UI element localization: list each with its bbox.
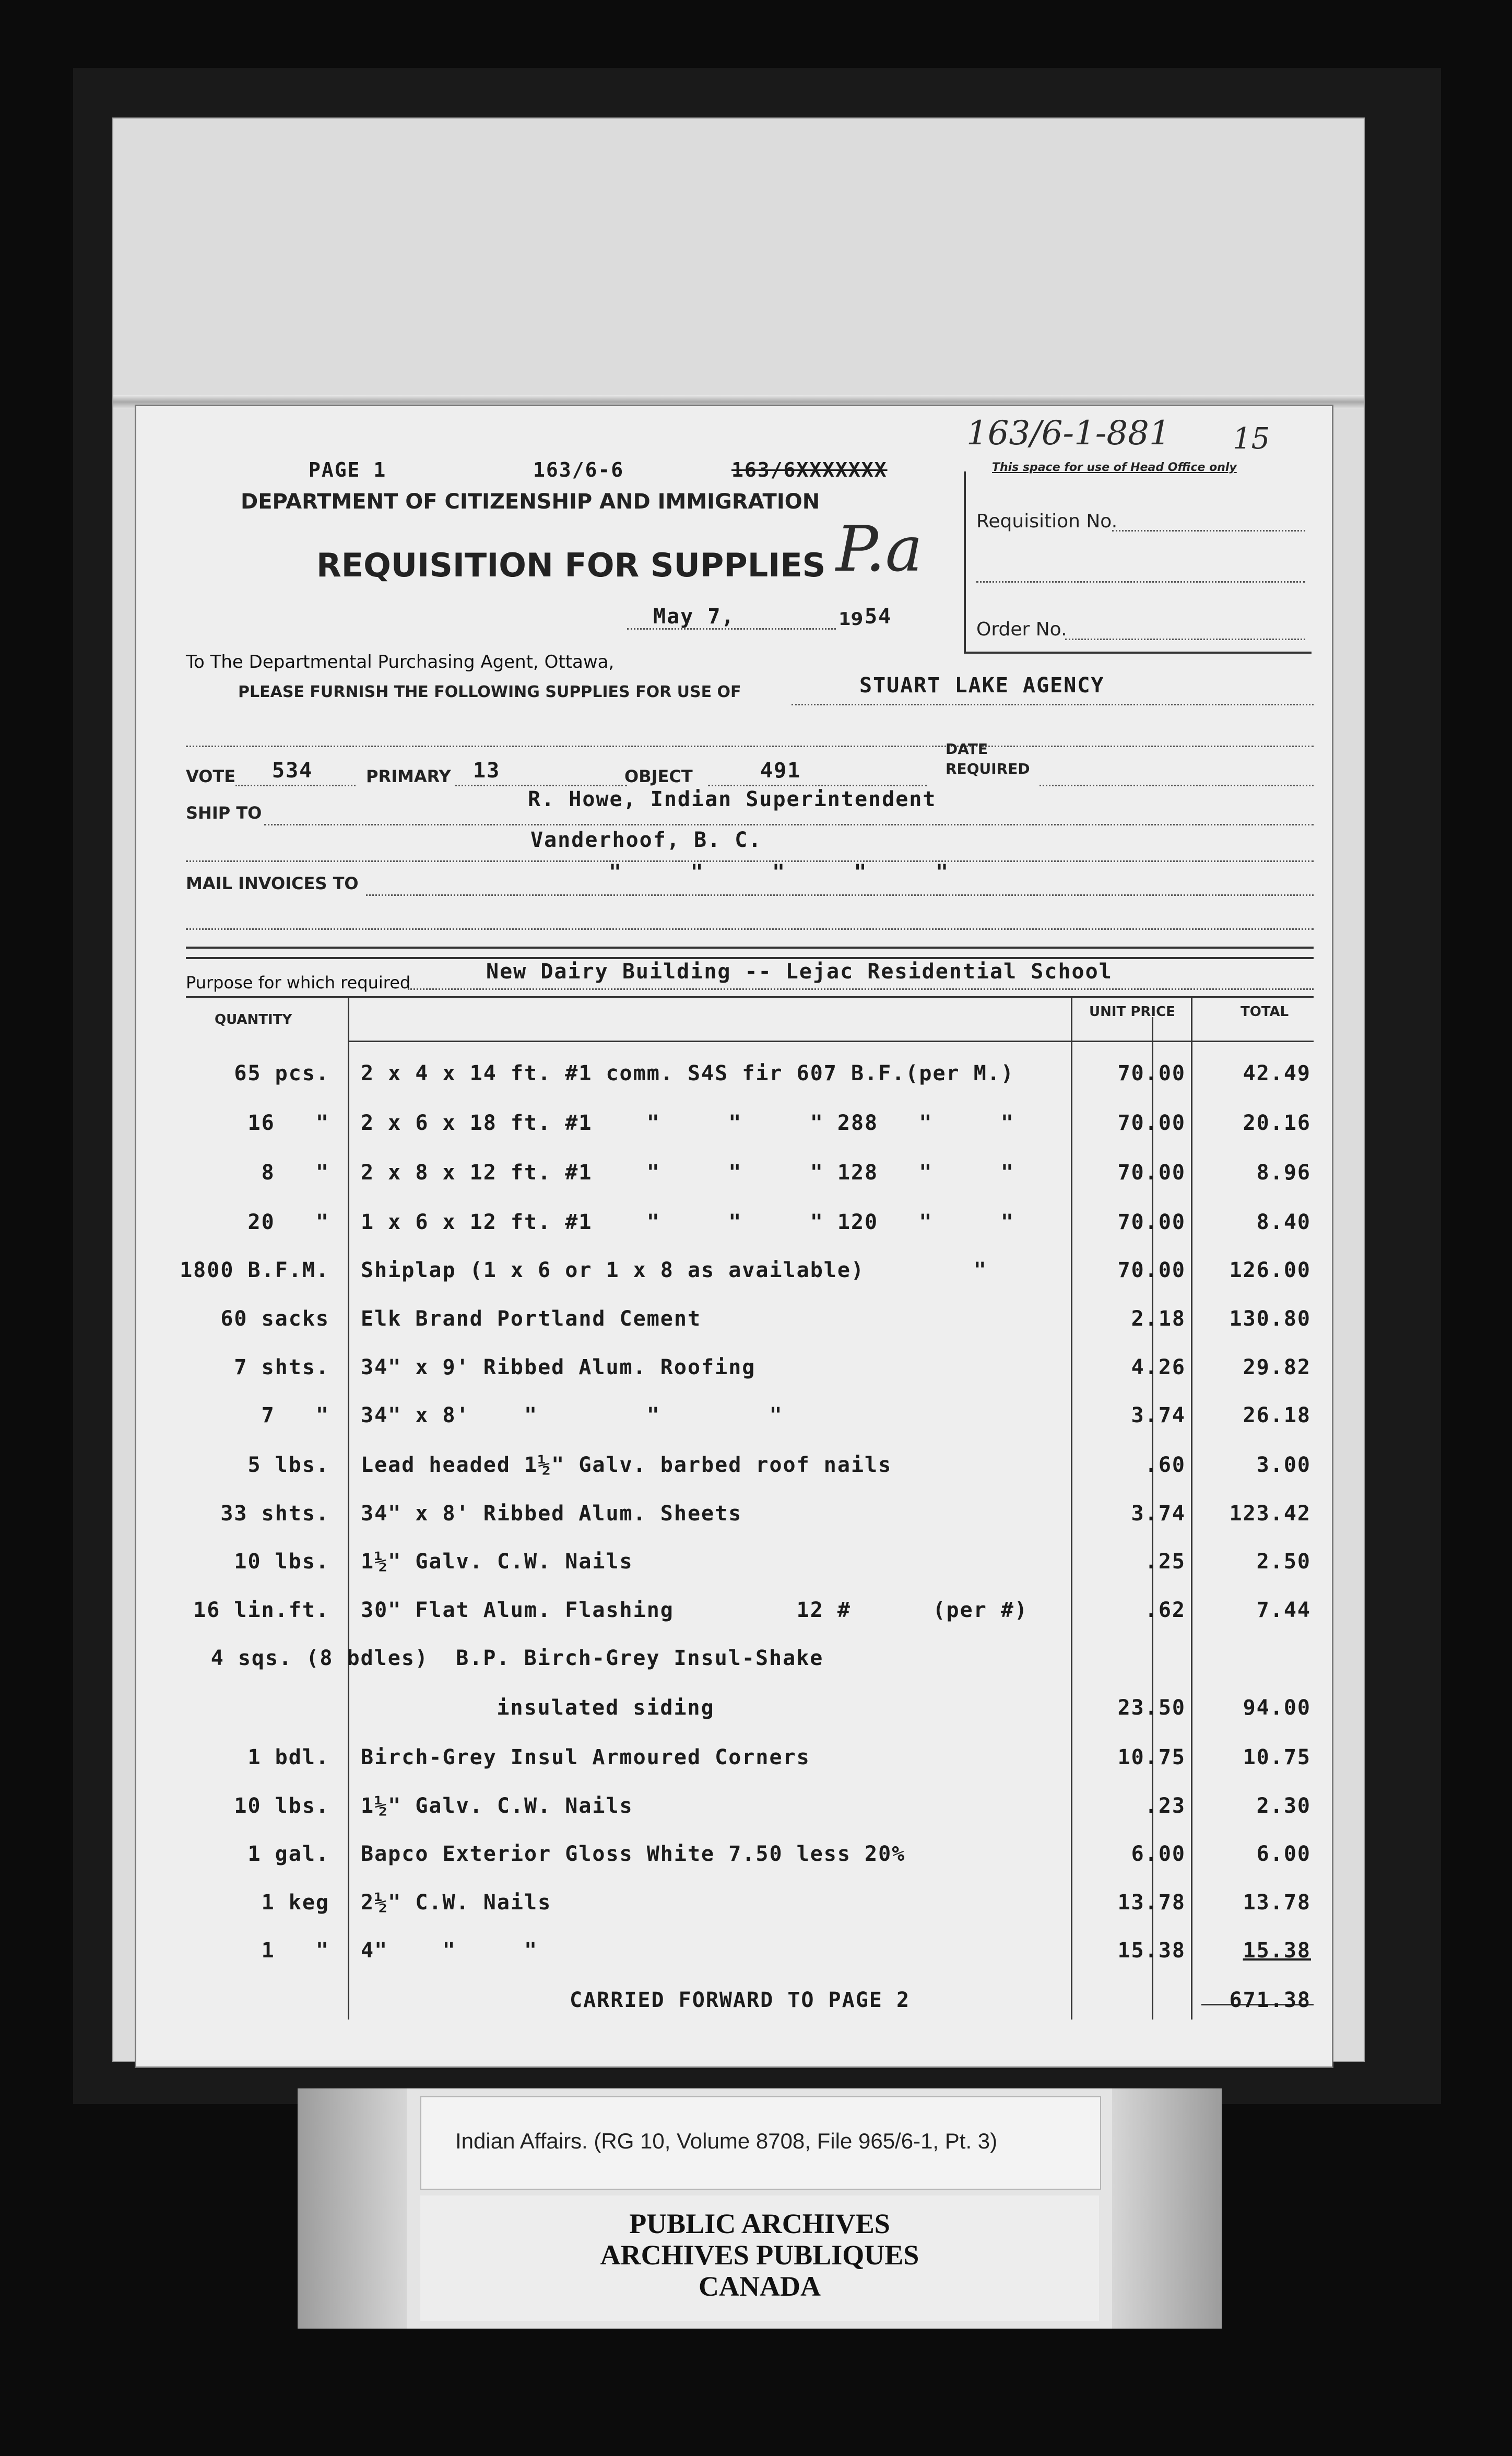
- item-unit-price: 70.00: [1117, 1210, 1186, 1234]
- ship-to-line-2: Vanderhoof, B. C.: [530, 828, 762, 852]
- archive-reference-box: [420, 2096, 1101, 2190]
- column-quantity: QUANTITY: [215, 1012, 292, 1028]
- vote-value: 534: [272, 759, 313, 783]
- item-unit-price: .60: [1144, 1453, 1186, 1477]
- archive-stamp: [420, 2195, 1099, 2321]
- item-total: 42.49: [1243, 1061, 1311, 1085]
- agency-name: STUART LAKE AGENCY: [859, 674, 1105, 698]
- archive-label: [298, 2088, 1222, 2329]
- item-total: 130.80: [1229, 1307, 1311, 1331]
- archive-line-1: PUBLIC ARCHIVES: [629, 2208, 890, 2239]
- item-quantity: 7 ": [261, 1403, 329, 1427]
- file-number: 163/6-6: [533, 458, 624, 481]
- item-total: 94.00: [1243, 1696, 1311, 1720]
- file-stamp: 163/6-1-881: [966, 414, 1171, 453]
- item-quantity: 7 shts.: [234, 1355, 329, 1379]
- item-quantity: 1 keg: [261, 1891, 329, 1915]
- carried-forward: CARRIED FORWARD TO PAGE 2: [570, 1988, 911, 2012]
- purpose-text: New Dairy Building -- Lejac Residential School: [486, 960, 1113, 984]
- item-unit-price: .23: [1144, 1794, 1186, 1818]
- item-description: 4" " ": [361, 1939, 538, 1963]
- item-quantity: 1 ": [261, 1939, 329, 1963]
- item-total: 3.00: [1256, 1453, 1311, 1477]
- file-stamp-suffix: 15: [1233, 422, 1270, 456]
- item-quantity: 1800 B.F.M.: [180, 1258, 329, 1282]
- item-quantity: 1 bdl.: [247, 1745, 329, 1769]
- item-unit-price: .25: [1144, 1550, 1186, 1574]
- struck-file-number: 163/6XXXXXXX: [731, 458, 888, 481]
- date-century: 19: [838, 609, 864, 630]
- primary-value: 13: [473, 759, 501, 783]
- item-description: Bapco Exterior Gloss White 7.50 less 20%: [361, 1842, 906, 1866]
- item-total: 2.30: [1256, 1794, 1311, 1818]
- label-edge-left: [298, 2088, 407, 2329]
- item-description: 2 x 4 x 14 ft. #1 comm. S4S fir 607 B.F.(per M.): [361, 1061, 1014, 1085]
- item-description: B.P. Birch-Grey Insul-Shake: [429, 1646, 824, 1670]
- item-quantity: 65 pcs.: [234, 1061, 329, 1085]
- primary-label: PRIMARY: [366, 766, 451, 786]
- item-description: 1½" Galv. C.W. Nails: [361, 1550, 633, 1574]
- item-unit-price: .62: [1144, 1598, 1186, 1622]
- vote-label: VOTE: [186, 766, 236, 786]
- item-description: 1 x 6 x 12 ft. #1 " " " 120 " ": [361, 1210, 1014, 1234]
- item-total: 7.44: [1256, 1598, 1311, 1622]
- to-line: To The Departmental Purchasing Agent, Ottawa,: [186, 652, 615, 672]
- archive-line-2: ARCHIVES PUBLIQUES: [600, 2239, 919, 2271]
- item-quantity: 4 sqs. (8 bdles): [210, 1646, 429, 1670]
- date-label-1: DATE: [946, 740, 988, 758]
- item-unit-price: 13.78: [1117, 1891, 1186, 1915]
- item-unit-price: 10.75: [1117, 1745, 1186, 1769]
- item-unit-price: 6.00: [1131, 1842, 1186, 1866]
- item-description: Elk Brand Portland Cement: [361, 1307, 702, 1331]
- column-total: TOTAL: [1241, 1004, 1289, 1020]
- label-edge-right: [1112, 2088, 1222, 2329]
- item-description: 2 x 8 x 12 ft. #1 " " " 128 " ": [361, 1161, 1014, 1185]
- item-quantity: 5 lbs.: [247, 1453, 329, 1477]
- column-unit-price: UNIT PRICE: [1089, 1004, 1175, 1020]
- date-month-day: May 7,: [653, 605, 735, 629]
- requisition-form: [135, 405, 1333, 2068]
- item-total: 13.78: [1243, 1891, 1311, 1915]
- date-label-2: REQUIRED: [946, 760, 1030, 777]
- item-unit-price: 70.00: [1117, 1258, 1186, 1282]
- ship-to-line-1: R. Howe, Indian Superintendent: [528, 787, 937, 811]
- item-unit-price: 70.00: [1117, 1061, 1186, 1085]
- item-description: 34" x 8' " " ": [361, 1403, 783, 1427]
- item-unit-price: 3.74: [1131, 1403, 1186, 1427]
- item-unit-price: 4.26: [1131, 1355, 1186, 1379]
- item-description: 34" x 9' Ribbed Alum. Roofing: [361, 1355, 756, 1379]
- item-unit-price: 15.38: [1117, 1939, 1186, 1963]
- form-title: REQUISITION FOR SUPPLIES: [316, 546, 826, 584]
- item-description: Birch-Grey Insul Armoured Corners: [361, 1745, 810, 1769]
- item-total: 10.75: [1243, 1745, 1311, 1769]
- item-quantity: 20 ": [247, 1210, 329, 1234]
- object-label: OBJECT: [624, 766, 693, 786]
- head-office-box: [964, 461, 1312, 654]
- mail-invoices-label: MAIL INVOICES TO: [186, 873, 359, 893]
- item-total: 26.18: [1243, 1403, 1311, 1427]
- item-description: Shiplap (1 x 6 or 1 x 8 as available) ": [361, 1258, 987, 1282]
- item-total: 29.82: [1243, 1355, 1311, 1379]
- ship-to-label: SHIP TO: [186, 803, 262, 823]
- archive-reference: Indian Affairs. (RG 10, Volume 8708, File 965/6-1, Pt. 3): [455, 2129, 998, 2153]
- date-year: 54: [865, 605, 892, 629]
- item-total: 126.00: [1229, 1258, 1311, 1282]
- office-use-header: This space for use of Head Office only: [992, 461, 1237, 474]
- purpose-label: Purpose for which required: [186, 973, 411, 993]
- item-total: 8.40: [1256, 1210, 1311, 1234]
- item-description: insulated siding: [429, 1696, 715, 1720]
- item-description: Lead headed 1½" Galv. barbed roof nails: [361, 1453, 892, 1477]
- object-value: 491: [760, 759, 801, 783]
- item-unit-price: 2.18: [1131, 1307, 1186, 1331]
- item-total: 15.38: [1243, 1939, 1311, 1963]
- item-description: 34" x 8' Ribbed Alum. Sheets: [361, 1502, 742, 1526]
- grand-total: 671.38: [1229, 1988, 1311, 2012]
- item-quantity: 16 ": [247, 1111, 329, 1135]
- item-quantity: 60 sacks: [220, 1307, 329, 1331]
- item-description: 2 x 6 x 18 ft. #1 " " " 288 " ": [361, 1111, 1014, 1135]
- item-unit-price: 23.50: [1117, 1696, 1186, 1720]
- handwritten-initials: P.a: [836, 513, 923, 586]
- item-description: 1½" Galv. C.W. Nails: [361, 1794, 633, 1818]
- order-no-label: Order No.: [976, 619, 1067, 640]
- item-total: 123.42: [1229, 1502, 1311, 1526]
- item-quantity: 1 gal.: [247, 1842, 329, 1866]
- item-description: 2½" C.W. Nails: [361, 1891, 552, 1915]
- furnish-line: PLEASE FURNISH THE FOLLOWING SUPPLIES FOR USE OF: [238, 683, 741, 701]
- item-unit-price: 70.00: [1117, 1111, 1186, 1135]
- item-total: 8.96: [1256, 1161, 1311, 1185]
- item-total: 6.00: [1256, 1842, 1311, 1866]
- page-label: PAGE 1: [309, 458, 387, 481]
- item-quantity: 16 lin.ft.: [193, 1598, 329, 1622]
- item-quantity: 8 ": [261, 1161, 329, 1185]
- mail-invoices-ditto: " " " " ": [609, 860, 950, 884]
- item-total: 20.16: [1243, 1111, 1311, 1135]
- archive-line-3: CANADA: [699, 2271, 821, 2302]
- item-unit-price: 70.00: [1117, 1161, 1186, 1185]
- requisition-no-label: Requisition No.: [976, 511, 1118, 532]
- item-total: 2.50: [1256, 1550, 1311, 1574]
- item-quantity: 10 lbs.: [234, 1550, 329, 1574]
- item-unit-price: 3.74: [1131, 1502, 1186, 1526]
- item-description: 30" Flat Alum. Flashing 12 # (per #): [361, 1598, 1029, 1622]
- item-quantity: 33 shts.: [220, 1502, 329, 1526]
- item-quantity: 10 lbs.: [234, 1794, 329, 1818]
- department-name: DEPARTMENT OF CITIZENSHIP AND IMMIGRATION: [241, 490, 820, 514]
